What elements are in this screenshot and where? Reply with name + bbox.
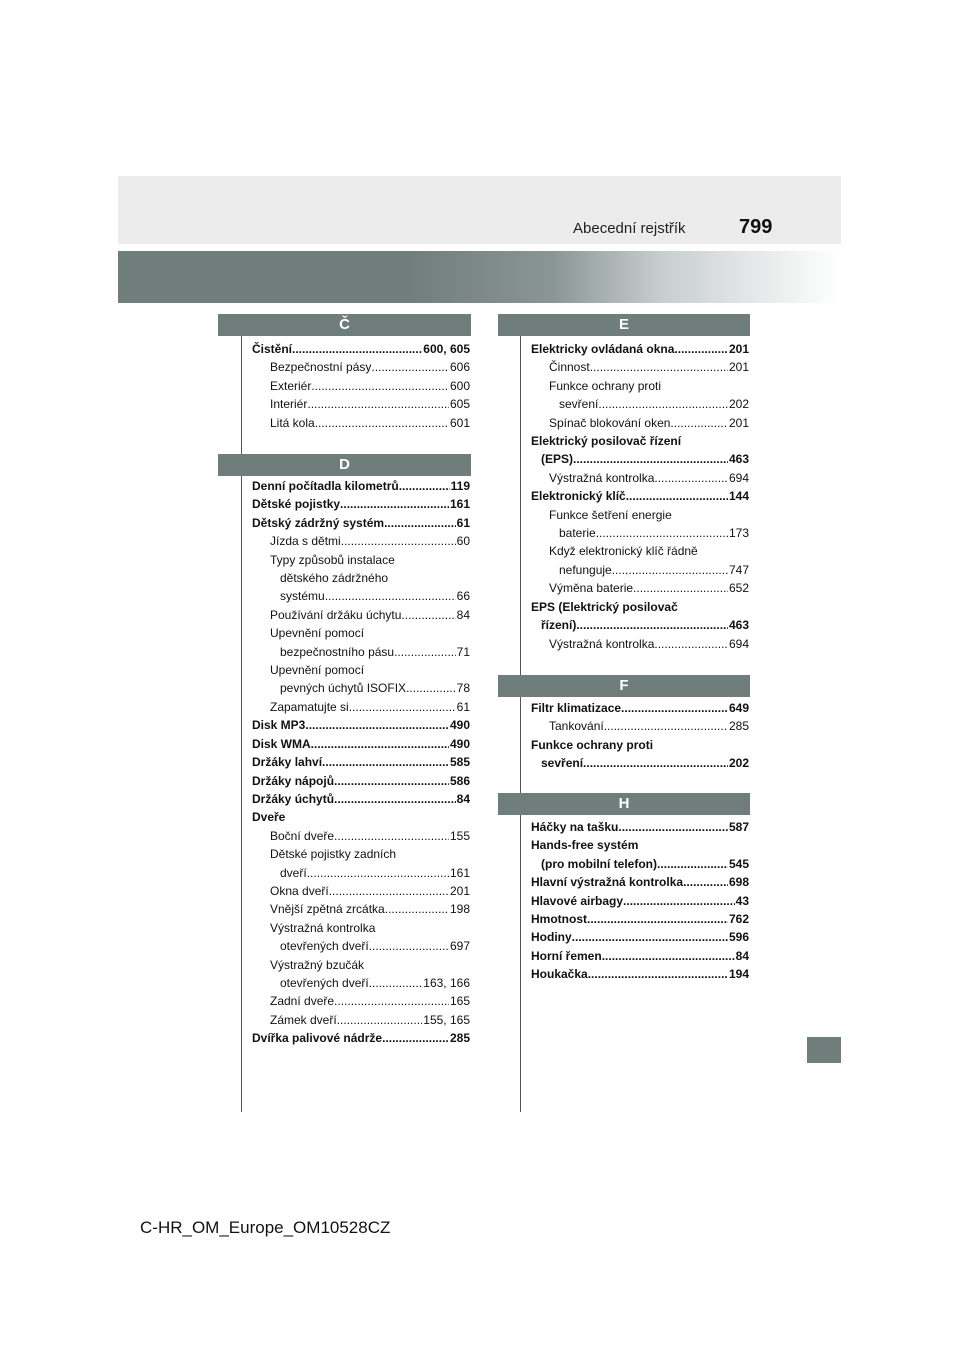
index-subentry: Exteriér ..... 600 [252, 377, 470, 395]
index-subentry-cont: systému ..... 66 [252, 587, 470, 605]
index-subentry: Výstražná kontrolka [270, 920, 376, 935]
index-subentry: Funkce ochrany proti [549, 378, 662, 393]
index-subentry: Spínač blokování oken ..... 201 [531, 414, 749, 432]
index-subentry: Výstražná kontrolka ..... 694 [531, 635, 749, 653]
index-subentry: Dětské pojistky zadních [270, 847, 397, 862]
index-entry-cont: (pro mobilní telefon) ..... 545 [531, 855, 749, 873]
index-subentry-cont: dveří ..... 161 [252, 864, 470, 882]
index-entry: Filtr klimatizace ..... 649 [531, 699, 749, 717]
index-subentry: Zámek dveří ..... 155, 165 [252, 1011, 470, 1029]
header-title: Abecední rejstřík [573, 220, 686, 237]
index-subentry: Bezpečnostní pásy ..... 606 [252, 358, 470, 376]
index-entry: Hodiny ..... 596 [531, 928, 749, 946]
index-subentry: Funkce šetření energie [549, 507, 672, 522]
entries-e [531, 340, 749, 653]
index-entry: Držáky úchytů ..... 84 [252, 790, 470, 808]
index-subentry: Výměna baterie ..... 652 [531, 579, 749, 597]
index-subentry: Boční dveře ..... 155 [252, 827, 470, 845]
section-header-d: D [218, 454, 471, 476]
index-entry: Hmotnost ..... 762 [531, 910, 749, 928]
chapter-tab [807, 1037, 841, 1063]
index-entry: Dvířka palivové nádrže ..... 285 [252, 1029, 470, 1047]
index-subentry: Činnost ..... 201 [531, 358, 749, 376]
index-subentry: Tankování ..... 285 [531, 717, 749, 735]
page-number: 799 [739, 216, 773, 238]
index-subentry-cont: otevřených dveří ..... 697 [252, 937, 470, 955]
index-entry: Háčky na tašku ..... 587 [531, 818, 749, 836]
section-header-e: E [498, 314, 750, 336]
index-entry: Disk MP3 ..... 490 [252, 716, 470, 734]
section-header-h: H [498, 793, 750, 815]
index-subentry-cont: pevných úchytů ISOFIX ..... 78 [252, 679, 470, 697]
index-subentry-cont: baterie ..... 173 [531, 524, 749, 542]
index-subentry: Vnější zpětná zrcátka ..... 198 [252, 900, 470, 918]
index-subentry: Zadní dveře ..... 165 [252, 992, 470, 1010]
index-subentry: Upevnění pomocí [270, 663, 365, 678]
index-entry: Houkačka ..... 194 [531, 965, 749, 983]
index-entry: Denní počítadla kilometrů ..... 119 [252, 477, 470, 495]
column-divider-left [241, 336, 242, 1112]
index-subentry: Upevnění pomocí [270, 626, 365, 641]
index-entry: Funkce ochrany proti [531, 737, 654, 752]
index-entry: Horní řemen ..... 84 [531, 947, 749, 965]
index-entry: Dětské pojistky ..... 161 [252, 495, 470, 513]
index-subentry: Výstražný bzučák [270, 957, 365, 972]
header-band [118, 251, 841, 303]
index-subentry: Výstražná kontrolka ..... 694 [531, 469, 749, 487]
entries-c-caron [252, 340, 470, 432]
column-divider-right [520, 336, 521, 1112]
index-entry: Hands-free systém [531, 838, 639, 853]
index-subentry: Jízda s dětmi ..... 60 [252, 532, 470, 550]
index-subentry: Litá kola ..... 601 [252, 414, 470, 432]
index-entry: Hlavní výstražná kontrolka ..... 698 [531, 873, 749, 891]
index-entry: Dveře [252, 810, 286, 825]
document-code: C-HR_OM_Europe_OM10528CZ [140, 1218, 391, 1237]
index-entry: Elektronický klíč ..... 144 [531, 487, 749, 505]
index-subentry: Interiér ..... 605 [252, 395, 470, 413]
entries-f [531, 699, 749, 773]
index-entry: Dětský zádržný systém ..... 61 [252, 514, 470, 532]
index-subentry-cont: bezpečnostního pásu ..... 71 [252, 643, 470, 661]
index-subentry-cont: otevřených dveří ..... 163, 166 [252, 974, 470, 992]
index-entry: Čistění ..... 600, 605 [252, 340, 470, 358]
index-entry: Disk WMA ..... 490 [252, 735, 470, 753]
index-entry: EPS (Elektrický posilovač [531, 599, 678, 614]
index-entry: Držáky lahví ..... 585 [252, 753, 470, 771]
section-header-f: F [498, 675, 750, 697]
index-entry: Elektricky ovládaná okna ..... 201 [531, 340, 749, 358]
index-subentry-cont: dětského zádržného [280, 571, 389, 586]
index-entry: Držáky nápojů ..... 586 [252, 772, 470, 790]
entries-d [252, 477, 470, 1048]
index-subentry: Používání držáku úchytu ..... 84 [252, 606, 470, 624]
section-header-c-caron: Č [218, 314, 471, 336]
index-entry: Hlavové airbagy ..... 43 [531, 892, 749, 910]
index-entry: Elektrický posilovač řízení [531, 434, 682, 449]
index-subentry-cont: nefunguje ..... 747 [531, 561, 749, 579]
index-entry-cont: (EPS) ..... 463 [531, 450, 749, 468]
index-subentry: Okna dveří ..... 201 [252, 882, 470, 900]
index-subentry: Typy způsobů instalace [270, 552, 395, 567]
index-subentry: Když elektronický klíč řádně [549, 544, 698, 559]
header-bar [118, 176, 841, 244]
entries-h [531, 818, 749, 984]
index-subentry: Zapamatujte si ..... 61 [252, 698, 470, 716]
index-entry-cont: řízení) ..... 463 [531, 616, 749, 634]
index-subentry-cont: sevření ..... 202 [531, 395, 749, 413]
index-entry-cont: sevření ..... 202 [531, 754, 749, 772]
